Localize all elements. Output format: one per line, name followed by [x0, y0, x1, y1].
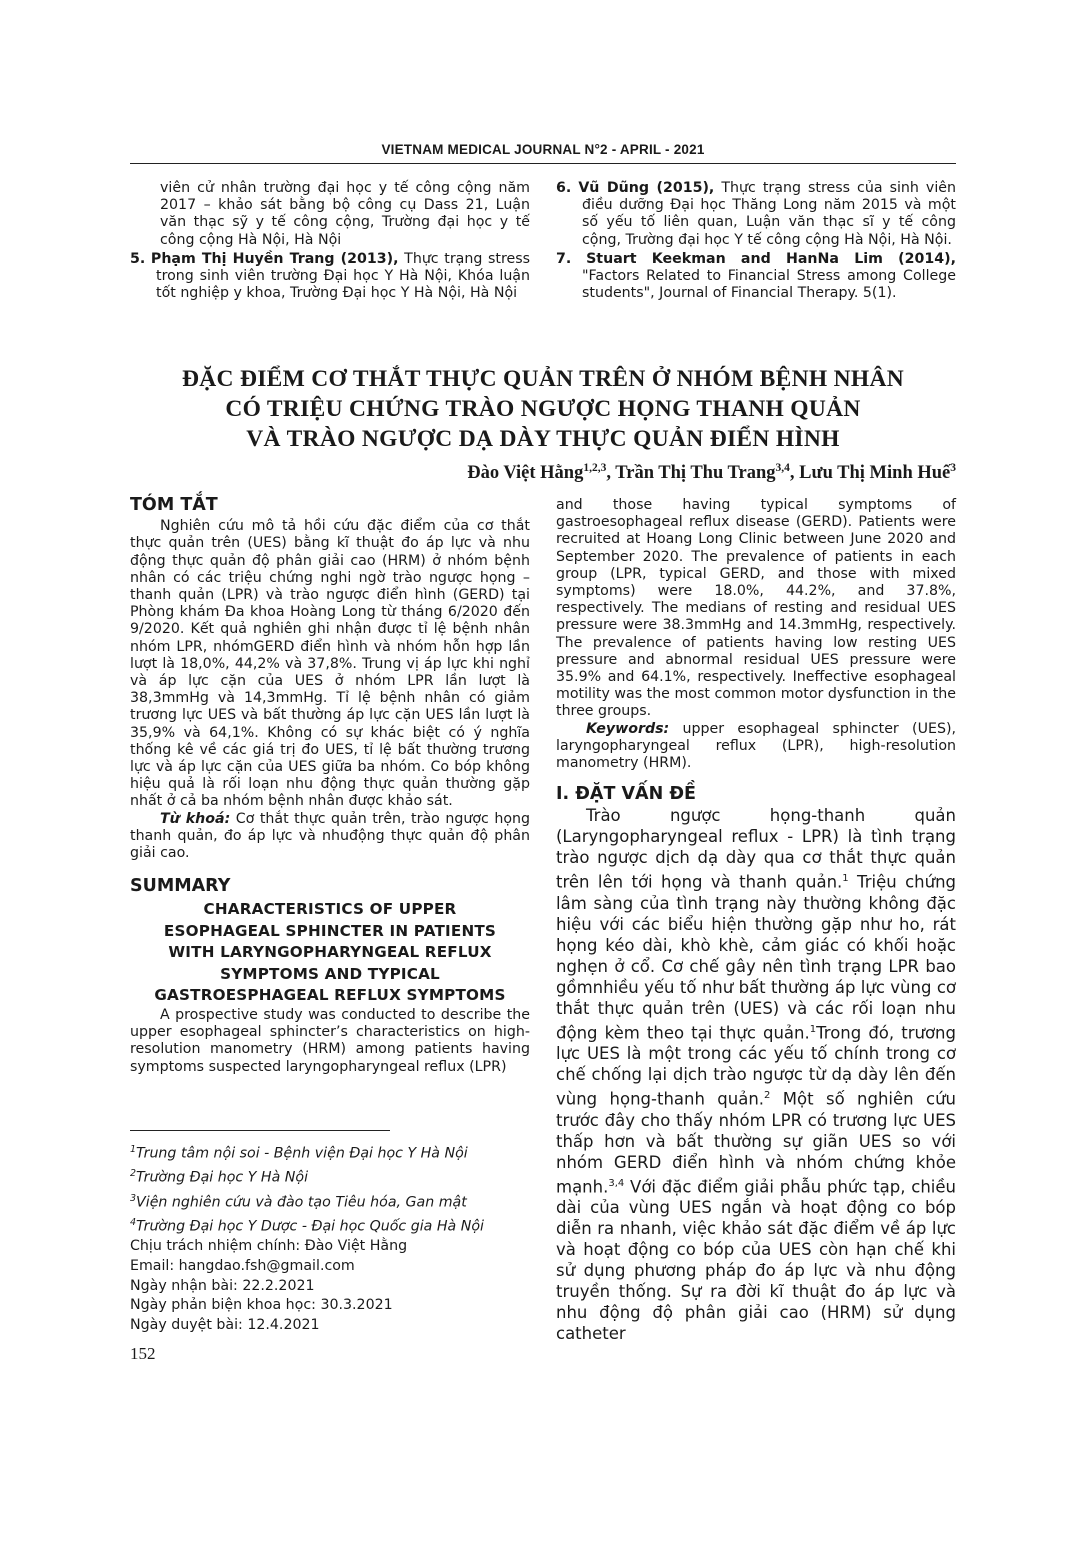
introduction-body: [556, 805, 956, 1344]
footnote-1: [130, 1140, 550, 1164]
summary-body-continued: and those having typical symptoms of gastroesophageal reflux disease (GERD). Patients were recruited at Hoang Long Clinic between June 2020 and September 2020. The prevalence of patients in each group (LPR, typical GERD, and those with mixed symptoms) were 18.0%, 44.2%, and 37.8%, respectively. The medians of resting and residual UES pressure were 38.3mmHg and 14.3mmHg, respectively. The prevalence of patients having low resting UES pressure and abnormal residual UES pressure were 35.9% and 64.1%, respectively. Ineffective esophageal motility was the most common motor dysfunction in the three groups.: [556, 497, 956, 720]
footnote-2: [130, 1164, 550, 1188]
title-line-2: CÓ TRIỆU CHỨNG TRÀO NGƯỢC HỌNG THANH QUẢN: [225, 396, 861, 422]
author-3-affiliation: 3: [950, 462, 956, 474]
footnotes: [130, 1140, 550, 1335]
author-separator: ,: [606, 463, 616, 484]
author-separator: ,: [789, 463, 800, 484]
reference-6: [556, 180, 956, 249]
footnote-1-marker: 1: [130, 1144, 137, 1155]
reference-6-text: Thực trạng stress của sinh viên điều dưỡng Đại học Thăng Long năm 2015 và một số yếu tố liên quan, Luận văn thạc sĩ y tế công cộng, Trường đại học Y tế công cộng Hà Nội, Hà Nội.: [582, 180, 956, 248]
author-1: Đào Việt Hằng: [467, 463, 584, 484]
reference-7-authors: Stuart Keekman and HanNa Lim (2014),: [586, 250, 957, 267]
header-rule: [130, 163, 956, 164]
title-line-1: ĐẶC ĐIỂM CƠ THẮT THỰC QUẢN TRÊN Ở NHÓM BỆNH NHÂN: [181, 366, 905, 392]
responsible-author: Chịu trách nhiệm chính: Đào Việt Hằng: [130, 1238, 408, 1255]
article-title: [130, 364, 956, 454]
summary-heading: SUMMARY: [130, 876, 231, 897]
date-received: Ngày nhận bài: 22.2.2021: [130, 1277, 315, 1294]
reference-7: [556, 251, 956, 303]
english-title-line-1: CHARACTERISTICS OF UPPER: [203, 900, 457, 919]
left-column: [130, 497, 530, 1076]
footnote-4-text: Trường Đại học Y Dược - Đại học Quốc gia Hà Nội: [136, 1218, 484, 1235]
date-approved: Ngày duyệt bài: 12.4.2021: [130, 1316, 320, 1333]
reference-6-authors: Vũ Dũng (2015),: [578, 180, 715, 196]
footnote-1-text: Trung tâm nội soi - Bệnh viện Đại học Y Hà Nội: [136, 1145, 468, 1162]
intro-text-5: Với đặc điểm giải phẫu phức tạp, chiều dài của vùng UES ngắn và hoạt động co bóp diễn ra nhanh, việc khảo sát đặc điểm về áp lực và hoạt động co bóp của UES còn hạn chế khi sử dụng phương pháp đo áp lực và nhu động truyền thống. Sự ra đời kĩ thuật đo áp lực và nhu động độ phân giải cao (HRM) sử dụng catheter: [556, 1177, 956, 1344]
citation-4: 3,4: [608, 1177, 625, 1189]
running-header: VIETNAM MEDICAL JOURNAL N°2 - APRIL - 2021: [381, 142, 705, 157]
reference-5-authors: Phạm Thị Huyền Trang (2013),: [150, 250, 399, 267]
footnote-3: [130, 1189, 550, 1213]
author-2: Trần Thị Thu Trang: [615, 463, 776, 484]
references-left: [130, 180, 530, 304]
footnote-2-marker: 2: [130, 1168, 137, 1180]
keywords-vi-text: Cơ thắt thực quản trên, trào ngược họng thanh quản, đo áp lực và nhuđộng thực quản độ phân giải cao.: [130, 810, 530, 862]
reference-4-continuation: viên cử nhân trường đại học y tế công cộng năm 2017 – khảo sát bằng bộ công cụ Dass 21, Luận văn thạc sỹ y tế công cộng, Trường đại học y tế công cộng Hà Nội, Hà Nội: [160, 180, 530, 248]
author-list: [467, 462, 956, 484]
citation-3: 2: [764, 1090, 771, 1102]
english-title-line-2: ESOPHAGEAL SPHINCTER IN PATIENTS: [163, 921, 497, 940]
english-title: [130, 899, 530, 1007]
abstract-heading: TÓM TẮT: [130, 495, 218, 515]
english-title-line-4: SYMPTOMS AND TYPICAL: [220, 964, 440, 983]
keywords-en-label: Keywords:: [586, 720, 670, 737]
footnote-4-marker: 4: [130, 1216, 137, 1228]
summary-body-start: A prospective study was conducted to describe the upper esophageal sphincter’s characteristics on high-resolution manometry (HRM) among patients having symptoms suspected laryngopharyngeal reflux (LPR): [130, 1006, 530, 1075]
citation-1: 1: [842, 873, 849, 885]
reference-7-number: 7.: [556, 250, 572, 267]
references-right: [556, 180, 956, 304]
page-number: 152: [130, 1344, 156, 1363]
author-1-affiliation: 1,2,3: [583, 462, 607, 474]
english-title-line-3: WITH LARYNGOPHARYNGEAL REFLUX: [168, 943, 492, 962]
footnote-rule: [130, 1130, 390, 1131]
intro-text-3: Trong đó, trương lực UES là một trong các yếu tố chính trong cơ chế chống lại dịch trào ngược từ dạ dày lên đến vùng họng-thanh quản.: [556, 1023, 956, 1109]
title-line-3: VÀ TRÀO NGƯỢC DẠ DÀY THỰC QUẢN ĐIỂN HÌNH: [246, 426, 840, 452]
abstract-vi-keywords: [130, 811, 530, 863]
author-3: Lưu Thị Minh Huế: [799, 463, 951, 484]
intro-text-2: Triệu chứng lâm sàng của tình trạng này thường không đặc hiệu với các biểu hiện thường gặp như ho, rát họng kéo dài, khò khè, cảm giác có khối hoặc nghẹn ở cổ. Cơ chế gây nên tình trạng LPR bao gồmnhiều yếu tố như bất thường áp lực vùng cơ thắt thực quản trên (UES) và các rối loạn nhu động kèm theo tại thực quản.: [556, 872, 956, 1043]
footnote-2-text: Trường Đại học Y Hà Nội: [136, 1170, 309, 1187]
summary-keywords: [556, 721, 956, 773]
reference-5-number: 5.: [130, 250, 146, 267]
intro-text-1: Trào ngược họng-thanh quản (Laryngopharyngeal reflux - LPR) là tình trạng trào ngược dịch dạ dày qua cơ thắt thực quản trên lên tới họng và thanh quản.: [556, 806, 956, 892]
citation-2: 1: [809, 1023, 817, 1035]
keywords-en-text: upper esophageal sphincter (UES), laryngopharyngeal reflux (LPR), high-resolution manometry (HRM).: [556, 720, 956, 772]
reference-5: [130, 251, 530, 303]
contact-email: Email: hangdao.fsh@gmail.com: [130, 1257, 355, 1274]
reference-7-text: "Factors Related to Financial Stress among College students", Journal of Financial Therapy. 5(1).: [582, 268, 956, 302]
author-2-affiliation: 3,4: [775, 462, 790, 474]
footnote-3-marker: 3: [130, 1192, 137, 1204]
reference-6-number: 6.: [556, 180, 572, 196]
abstract-vi-body: Nghiên cứu mô tả hồi cứu đặc điểm của cơ thắt thực quản trên (UES) bằng kĩ thuật đo áp lực và nhu động thực quản độ phân giải cao (HRM) ở nhóm bệnh nhân có các triệu chứng nghi ngờ trào ngược họng – thanh quản (LPR) và trào ngược điển hình (GERD) tại Phòng khám Đa khoa Hoàng Long từ tháng 6/2020 đến 9/2020. Kết quả nghiên ghi nhận được tỉ lệ bệnh nhân nhóm LPR, nhómGERD điển hình và nhóm hỗn hợp lần lượt là 18,0%, 44,2% và 37,8%. Trung vị áp lực khi nghỉ và áp lực cặn của UES ở nhóm LPR lần lượt là 38,3mmHg và 14,3mmHg. Tỉ lệ bệnh nhân có giảm trương lực UES và bất thường áp lực cặn UES lần lượt là 35,9% và 64,1%. Không có sự khác biệt có ý nghĩa thống kê về các giá trị đo UES, tỉ lệ bất thường trương lực và áp lực cặn của UES giữa ba nhóm. Co bóp không hiệu quả là rối loạn nhu động thực quản thường gặp nhất ở cả ba nhóm bệnh nhân được khảo sát.: [130, 518, 530, 810]
footnote-4: [130, 1213, 550, 1237]
intro-text-4: Một số nghiên cứu trước đây cho thấy nhóm LPR có trương lực UES thấp hơn và bất thường sự giãn UES so với nhóm GERD điển hình và nhóm chứng khỏe mạnh.: [556, 1089, 956, 1197]
english-title-line-5: GASTROESPHAGEAL REFLUX SYMPTOMS: [154, 986, 506, 1005]
right-column: [556, 497, 956, 1344]
reference-5-text: Thực trạng stress trong sinh viên trường Đại học Y Hà Nội, Khóa luận tốt nghiệp y khoa, Trường Đại học Y Hà Nội, Hà Nội: [156, 250, 530, 302]
footnote-3-text: Viện nghiên cứu và đào tạo Tiêu hóa, Gan mật: [136, 1194, 467, 1211]
date-reviewed: Ngày phản biện khoa học: 30.3.2021: [130, 1297, 393, 1314]
keywords-vi-label: Từ khoá:: [160, 810, 231, 827]
introduction-heading: I. ĐẶT VẤN ĐỀ: [556, 784, 696, 805]
